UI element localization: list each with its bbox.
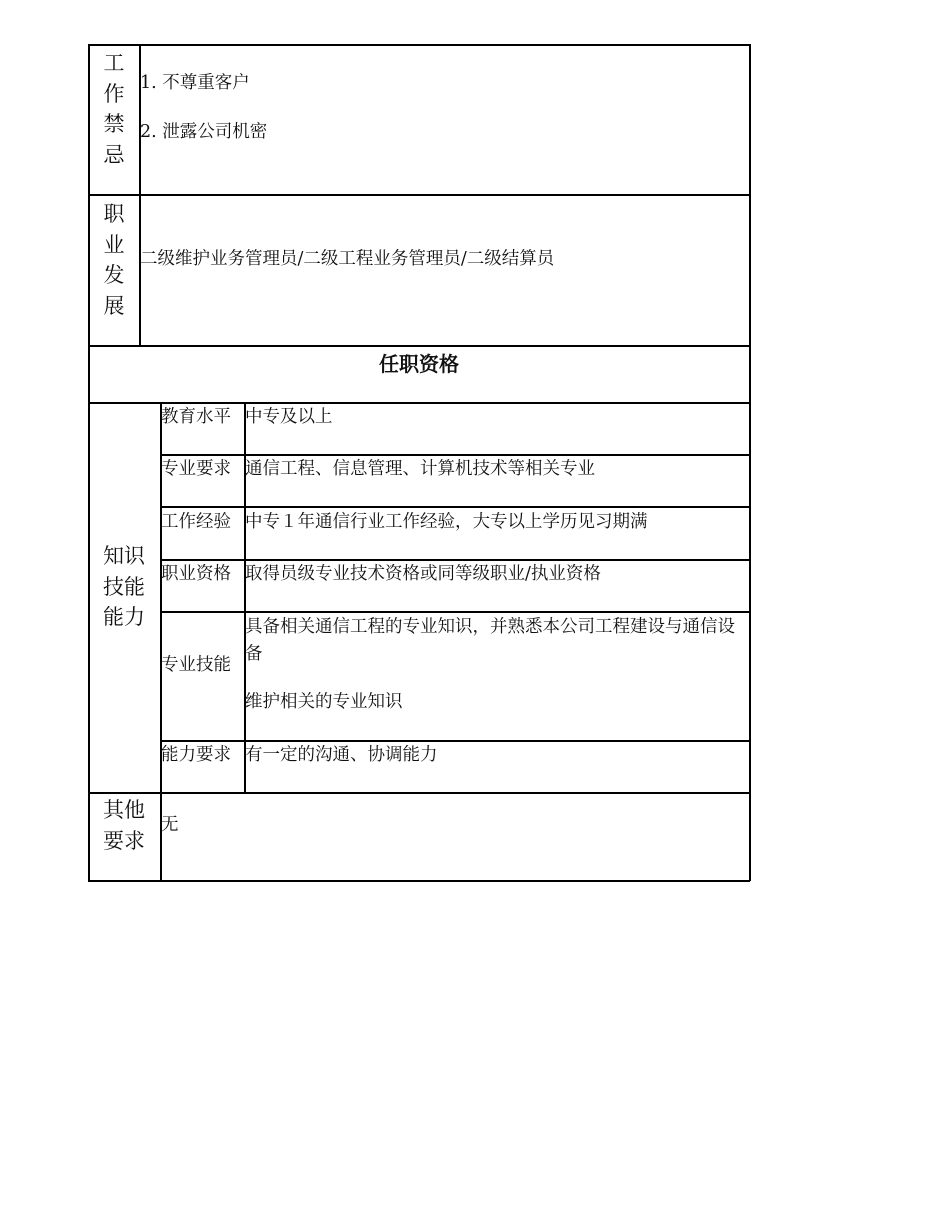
table-border: [88, 792, 750, 794]
row-value-experience: 中专１年通信行业工作经验，大专以上学历见习期满: [245, 512, 648, 532]
row-value-ability: 有一定的沟通、协调能力: [245, 745, 438, 765]
label-char: 职: [103, 202, 125, 226]
label-char: 业: [103, 232, 125, 257]
table-border: [160, 611, 750, 613]
career-development-label: [99, 199, 129, 321]
table-border: [749, 44, 751, 881]
qualification-section-title: 任职资格: [379, 352, 459, 376]
row-value-major: 通信工程、信息管理、计算机技术等相关专业: [245, 459, 595, 479]
table-border: [88, 44, 90, 881]
label-char: 禁: [103, 112, 125, 136]
row-label-experience: 工作经验: [161, 512, 231, 532]
other-requirements-value: 无: [161, 815, 179, 835]
row-value-certification: 取得员级专业技术资格或同等级职业/执业资格: [245, 564, 601, 584]
table-border: [160, 506, 750, 508]
label-line: 技能: [103, 574, 145, 599]
table-border: [88, 194, 750, 196]
career-development-value: 二级维护业务管理员/二级工程业务管理员/二级结算员: [140, 249, 555, 269]
label-char: 忌: [103, 142, 125, 167]
table-border: [88, 345, 750, 347]
work-prohibitions-label: [99, 48, 129, 170]
row-label-ability: 能力要求: [161, 745, 231, 765]
row-label-skills: 专业技能: [161, 655, 231, 675]
label-line: 其他: [103, 798, 145, 822]
label-char: 作: [103, 81, 125, 106]
label-line: 知识: [103, 544, 145, 568]
other-requirements-label: [95, 795, 153, 856]
label-line: 能力: [103, 605, 145, 629]
knowledge-skills-label: [95, 541, 153, 633]
label-char: 发: [103, 263, 125, 287]
prohibition-item: 1. 不尊重客户: [140, 73, 250, 93]
table-border: [88, 44, 750, 46]
row-label-major: 专业要求: [161, 459, 231, 479]
table-border: [88, 880, 750, 882]
label-char: 展: [103, 293, 125, 318]
row-label-certification: 职业资格: [161, 564, 231, 584]
prohibition-item: 2. 泄露公司机密: [140, 122, 268, 142]
row-label-education: 教育水平: [161, 407, 231, 427]
row-value-skills-line: 维护相关的专业知识: [245, 692, 403, 712]
label-char: 工: [103, 51, 125, 75]
label-line: 要求: [103, 828, 145, 853]
row-value-skills-line: 具备相关通信工程的专业知识，并熟悉本公司工程建设与通信设备: [245, 617, 735, 664]
row-value-education: 中专及以上: [245, 407, 333, 427]
